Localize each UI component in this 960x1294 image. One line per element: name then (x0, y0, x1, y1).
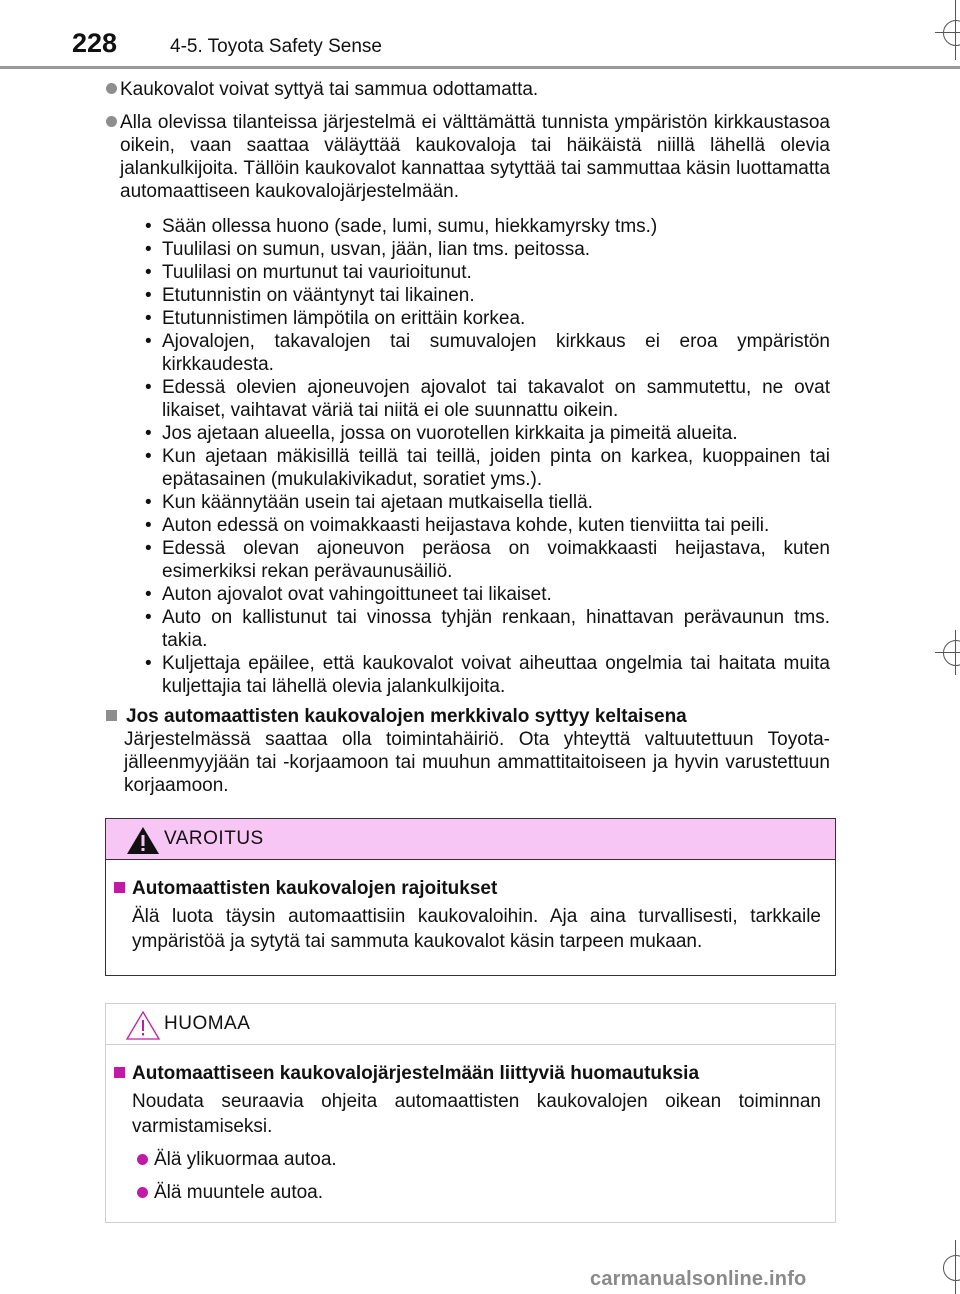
conditions-list (110, 215, 830, 698)
list-item: • Kun käännytään usein tai ajetaan mutkaisella tiellä. (145, 492, 593, 513)
list-item: • Auton ajovalot ovat vahingoittuneet tai likaiset. (145, 584, 552, 605)
notice-box (105, 1003, 836, 1223)
list-item: • Auto on kallistunut tai vinossa tyhjän renkaan, hinattavan perävaunun tms. takia. (145, 607, 830, 651)
warning-box-header (106, 819, 835, 860)
notice-title: HUOMAA (164, 1013, 251, 1034)
notice-box-body (106, 1045, 835, 1205)
notice-item: Älä ylikuormaa autoa. (114, 1147, 821, 1172)
bullet-dot-icon (137, 1187, 148, 1198)
list-item: • Auton edessä on voimakkaasti heijastava kohde, kuten tienviitta tai peili. (145, 515, 770, 536)
list-item: • Etutunnistimen lämpötila on erittäin korkea. (145, 308, 526, 329)
caution-triangle-outline-icon (126, 1010, 160, 1040)
warning-box (105, 818, 836, 976)
warning-box-body (106, 860, 835, 954)
watermark-text: carmanualsonline.info (590, 1268, 807, 1290)
bullet-dot-icon (106, 116, 117, 127)
section-square-icon (106, 710, 117, 721)
warning-heading: Automaattisten kaukovalojen rajoitukset (114, 876, 821, 901)
list-item: • Edessä olevien ajoneuvojen ajovalot tai takavalot on sammutettu, ne ovat likaiset, vaihtavat väriä tai niitä ei ole suunnattu oikein. (145, 377, 830, 421)
notice-item: Älä muuntele autoa. (114, 1180, 821, 1205)
crop-circle-mid (943, 640, 960, 666)
warning-title: VAROITUS (164, 828, 264, 849)
page-number: 228 (72, 28, 118, 58)
list-item: • Edessä olevan ajoneuvon peräosa on voimakkaasti heijastava, kuten esimerkiksi rekan perävaunusäiliö. (145, 538, 830, 582)
bullet-dot-icon (137, 1154, 148, 1165)
indicator-heading: Jos automaattisten kaukovalojen merkkivalo syttyy keltaisena (106, 705, 830, 728)
warning-text: Älä luota täysin automaattisiin kaukovaloihin. Aja aina turvallisesti, tarkkaile ympäristöä ja sytytä tai sammuta kaukovalot käsin tarpeen mukaan. (132, 906, 821, 952)
crop-mark-top-h (935, 32, 960, 33)
indicator-text: Järjestelmässä saattaa olla toimintahäiriö. Ota yhteyttä valtuutettuun Toyota-jälleenmyyjään tai -korjaamoon tai muuhun ammattitaitoiseen ja hyvin varustettuun korjaamoon. (124, 729, 830, 796)
list-item: • Ajovalojen, takavalojen tai sumuvalojen kirkkaus ei eroa ympäristön kirkkaudesta. (145, 331, 830, 375)
section-title: 4-5. Toyota Safety Sense (170, 36, 382, 57)
notice-text: Noudata seuraavia ohjeita automaattisten kaukovalojen oikean toiminnan varmistamiseksi. (132, 1091, 821, 1137)
list-item: • Etutunnistin on vääntynyt tai likainen. (145, 285, 475, 306)
crop-circle-top (943, 20, 960, 46)
list-item: • Kun ajetaan mäkisillä teillä tai teillä, joiden pinta on karkea, kuoppainen tai epätasainen (mukulakivikadut, soratiet yms.). (145, 446, 830, 490)
list-item: • Kuljettaja epäilee, että kaukovalot voivat aiheuttaa ongelmia tai haitata muita kuljettajia tai lähellä olevia jalankulkijoita. (145, 653, 830, 697)
crop-circle-bottom (943, 1255, 960, 1281)
section-square-icon (114, 882, 125, 893)
section-square-icon (114, 1067, 125, 1078)
notice-box-header (106, 1004, 835, 1045)
crop-mark-mid-h (935, 652, 960, 653)
intro-paragraph-1: Kaukovalot voivat syttyä tai sammua odottamatta. (90, 78, 830, 101)
header-rule (0, 66, 960, 69)
list-item: • Tuulilasi on sumun, usvan, jään, lian tms. peitossa. (145, 239, 591, 260)
warning-triangle-icon (126, 825, 160, 855)
intro-paragraph-2: Alla olevissa tilanteissa järjestelmä ei välttämättä tunnista ympäristön kirkkaustasoa oikein, vaan saattaa väläyttää kaukovaloja tai häikäistä niillä lähellä olevia jalankulkijoita. Tällöin kaukovalot kannattaa sytyttää tai sammuttaa käsin luottamatta automaattiseen kaukovalojärjestelmään. (90, 111, 830, 203)
bullet-dot-icon (106, 83, 117, 94)
notice-heading: Automaattiseen kaukovalojärjestelmään liittyviä huomautuksia (114, 1061, 821, 1086)
list-item: • Tuulilasi on murtunut tai vaurioitunut. (145, 262, 472, 283)
main-content (110, 78, 830, 797)
list-item: • Jos ajetaan alueella, jossa on vuorotellen kirkkaita ja pimeitä alueita. (145, 423, 738, 444)
list-item: • Sään ollessa huono (sade, lumi, sumu, hiekkamyrsky tms.) (145, 216, 658, 237)
